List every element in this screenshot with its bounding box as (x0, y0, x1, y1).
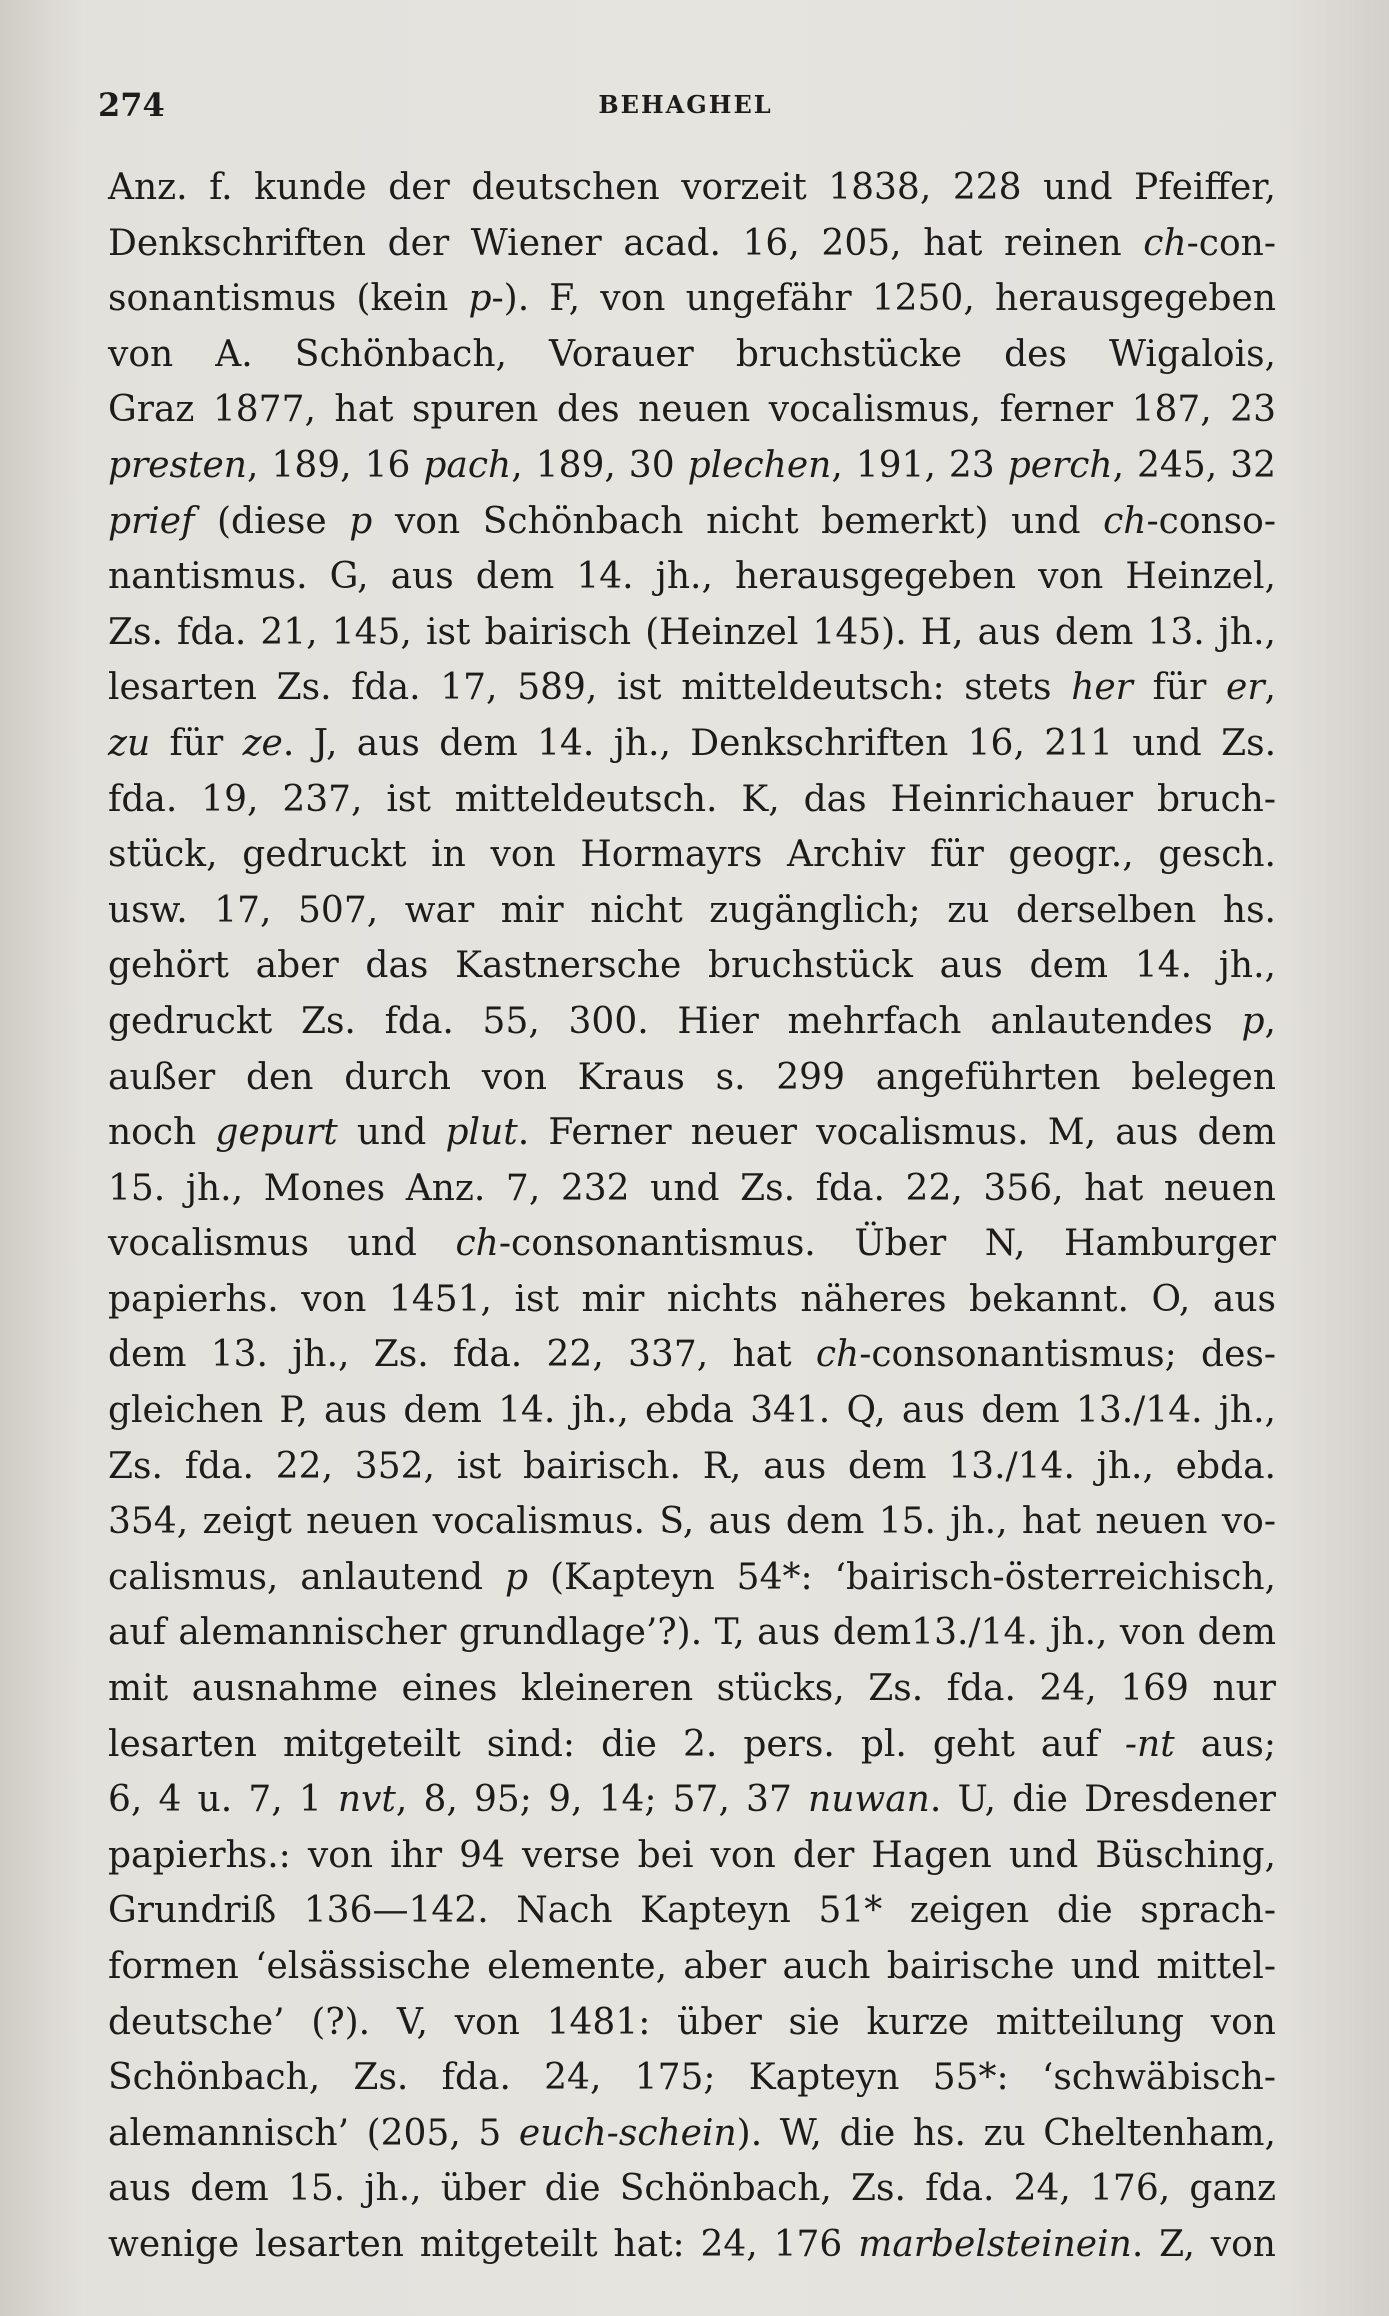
text-run: formen ‘elsässische elemente, aber auch bairische und mittel- (108, 1946, 1276, 1987)
text-line (108, 1272, 1276, 1328)
text-run: , 245, 32 (1112, 444, 1276, 486)
text-line (108, 772, 1276, 828)
text-run: nantismus. G, aus dem 14. jh., herausgegeben von Heinzel, (108, 556, 1276, 598)
text-line (108, 1327, 1276, 1383)
italic-text: her (1071, 667, 1133, 709)
text-line (108, 938, 1276, 994)
text-run: wenige lesarten mitgeteilt hat: 24, 176 (108, 2223, 859, 2265)
text-run: alemannisch’ (205, 5 (108, 2112, 519, 2154)
text-run: Zs. fda. 21, 145, ist bairisch (Heinzel 145). H, aus dem 13. jh., (108, 611, 1276, 653)
text-line (108, 1717, 1276, 1773)
text-run: (diese (194, 500, 350, 542)
italic-text: gepurt (215, 1112, 338, 1154)
text-line (108, 216, 1276, 272)
text-line (108, 2161, 1276, 2217)
page-header (98, 86, 1273, 130)
italic-text: ze (242, 722, 283, 764)
text-run: Graz 1877, hat spuren des neuen vocalismus, ferner 187, 23 (108, 389, 1276, 431)
italic-text: nuwan (808, 1779, 930, 1821)
text-line (108, 494, 1276, 550)
text-line (108, 1439, 1276, 1495)
text-run: mit ausnahme eines kleineren stücks, Zs. fda. 24, 169 nur (108, 1668, 1276, 1710)
text-line (108, 2217, 1276, 2273)
text-run: . Ferner neuer vocalismus. M, aus dem (517, 1112, 1277, 1154)
text-run: lesarten Zs. fda. 17, 589, ist mitteldeutsch: stets (108, 667, 1072, 709)
text-line (108, 660, 1276, 716)
text-run: 6, 4 u. 7, 1 (108, 1779, 338, 1821)
italic-text: -nt (1124, 1723, 1175, 1765)
text-run: gedruckt Zs. fda. 55, 300. Hier mehrfach anlautendes (108, 1000, 1242, 1042)
text-run: Denkschriften der Wiener acad. 16, 205, hat reinen (108, 222, 1144, 264)
text-line (108, 1383, 1276, 1439)
text-line (108, 549, 1276, 605)
text-run: gehört aber das Kastnersche bruchstück aus dem 14. jh., (108, 945, 1276, 987)
text-line (108, 1216, 1276, 1272)
italic-text: ch (1143, 222, 1187, 264)
italic-text: prief (108, 500, 195, 542)
italic-text: p (349, 500, 373, 542)
italic-text: p (505, 1556, 529, 1598)
text-line (108, 382, 1276, 438)
text-line (108, 1605, 1276, 1661)
text-run: , 8, 95; 9, 14; 57, 37 (395, 1779, 809, 1821)
text-run: aus dem 15. jh., über die Schönbach, Zs. fda. 24, 176, ganz (108, 2168, 1276, 2210)
text-run: dem 13. jh., Zs. fda. 22, 337, hat (108, 1334, 816, 1376)
text-line (108, 1939, 1276, 1995)
text-run: -consonantismus; des- (859, 1334, 1277, 1376)
text-line (108, 2106, 1276, 2162)
italic-text: presten (108, 444, 247, 486)
text-run: von Schönbach nicht bemerkt) und (372, 500, 1104, 542)
text-run: -conso- (1146, 500, 1276, 542)
text-line (108, 271, 1276, 327)
text-run: . J, aus dem 14. jh., Denkschriften 16, 211 und Zs. (282, 722, 1277, 764)
text-run: gleichen P, aus dem 14. jh., ebda 341. Q, aus dem 13./14. jh., (108, 1390, 1276, 1432)
text-line (108, 1550, 1276, 1606)
body-text (108, 160, 1276, 2273)
text-run: Zs. fda. 22, 352, ist bairisch. R, aus dem 13./14. jh., ebda. (108, 1445, 1276, 1487)
italic-text: ch (455, 1223, 499, 1265)
text-line (108, 1772, 1276, 1828)
text-run: sonantismus (kein (108, 278, 469, 320)
italic-text: pach (423, 444, 512, 486)
page-number: 274 (98, 86, 165, 124)
italic-text: euch-schein (518, 2112, 737, 2154)
text-line (108, 1995, 1276, 2051)
text-run: aus; (1174, 1723, 1276, 1765)
text-run: , 189, 30 (511, 444, 688, 486)
text-run: -con- (1186, 222, 1276, 264)
italic-text: nvt (337, 1779, 396, 1821)
text-line (108, 1161, 1276, 1217)
italic-text: p (1241, 1000, 1265, 1042)
text-run: , 191, 23 (831, 444, 1008, 486)
text-line (108, 994, 1276, 1050)
running-head: BEHAGHEL (598, 90, 773, 119)
text-line (108, 1494, 1276, 1550)
text-run: -). F, von ungefähr 1250, herausgegeben (491, 278, 1277, 320)
text-run: deutsche’ (?). V, von 1481: über sie kurze mitteilung von (108, 2001, 1276, 2043)
text-run: , 189, 16 (247, 444, 424, 486)
text-run: für (150, 722, 243, 764)
text-run: noch (108, 1112, 216, 1154)
text-line (108, 1105, 1276, 1161)
text-run: Schönbach, Zs. fda. 24, 175; Kapteyn 55*: ‘schwäbisch- (108, 2057, 1276, 2099)
text-run: außer den durch von Kraus s. 299 angeführten belegen (108, 1056, 1276, 1098)
text-run: stück, gedruckt in von Hormayrs Archiv für geogr., gesch. (108, 834, 1276, 876)
text-run: -consonantismus. Über N, Hamburger (498, 1223, 1276, 1265)
text-run: Anz. f. kunde der deutschen vorzeit 1838, 228 und Pfeiffer, (108, 167, 1276, 208)
text-run: papierhs.: von ihr 94 verse bei von der Hagen und Büsching, (108, 1834, 1276, 1876)
text-run: auf alemannischer grundlage’?). T, aus dem13./14. jh., von dem (108, 1612, 1276, 1654)
text-run: (Kapteyn 54*: ‘bairisch-österreichisch, (528, 1556, 1276, 1598)
text-line (108, 827, 1276, 883)
text-line (108, 160, 1276, 216)
text-run: . Z, von (1131, 2223, 1276, 2265)
italic-text: zu (108, 722, 151, 764)
text-line (108, 438, 1276, 494)
text-run: 15. jh., Mones Anz. 7, 232 und Zs. fda. 22, 356, hat neuen (108, 1167, 1276, 1209)
text-line (108, 1050, 1276, 1106)
text-run: 354, zeigt neuen vocalismus. S, aus dem 15. jh., hat neuen vo- (108, 1501, 1276, 1543)
text-run: , (1264, 1000, 1276, 1042)
text-line (108, 1661, 1276, 1717)
italic-text: plut (445, 1112, 518, 1154)
text-run: papierhs. von 1451, ist mir nichts näheres bekannt. O, aus (108, 1278, 1276, 1320)
italic-text: plechen (687, 444, 832, 486)
text-line (108, 1828, 1276, 1884)
italic-text: ch (1103, 500, 1147, 542)
text-run: usw. 17, 507, war mir nicht zugänglich; zu derselben hs. (108, 889, 1276, 931)
italic-text: p (468, 278, 492, 320)
text-run: von A. Schönbach, Vorauer bruchstücke des Wigalois, (108, 333, 1276, 375)
text-run: . U, die Dresdener (929, 1779, 1276, 1821)
italic-text: er (1226, 667, 1265, 709)
text-run: , (1264, 667, 1276, 709)
text-run: fda. 19, 237, ist mitteldeutsch. K, das Heinrichauer bruch- (108, 778, 1276, 820)
text-line (108, 716, 1276, 772)
text-run: vocalismus und (108, 1223, 456, 1265)
italic-text: marbelsteinein (858, 2223, 1132, 2265)
text-run: calismus, anlautend (108, 1556, 506, 1598)
text-line (108, 605, 1276, 661)
text-run: lesarten mitgeteilt sind: die 2. pers. pl. geht auf (108, 1723, 1125, 1765)
italic-text: ch (815, 1334, 860, 1376)
text-run: für (1132, 667, 1227, 709)
text-run: und (337, 1112, 446, 1154)
italic-text: perch (1007, 444, 1113, 486)
text-run: ). W, die hs. zu Cheltenham, (736, 2112, 1276, 2154)
text-line (108, 883, 1276, 939)
text-line (108, 2050, 1276, 2106)
text-line (108, 1883, 1276, 1939)
text-line (108, 327, 1276, 383)
text-run: Grundriß 136—142. Nach Kapteyn 51* zeigen die sprach- (108, 1890, 1276, 1932)
